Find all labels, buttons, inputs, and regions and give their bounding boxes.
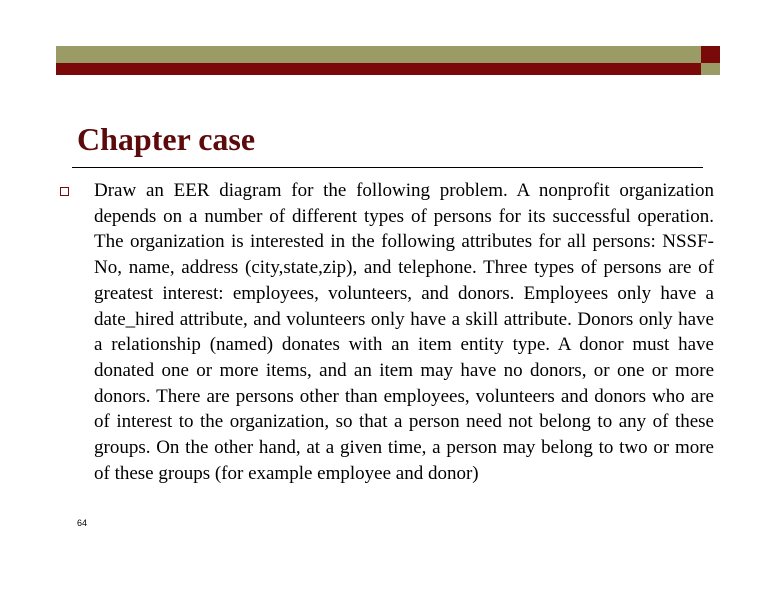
bullet-square-icon <box>60 187 69 196</box>
header-square-maroon <box>701 46 720 63</box>
header-bar-olive <box>56 46 701 63</box>
title-underline <box>72 167 703 168</box>
bullet-text: Draw an EER diagram for the following problem. A nonprofit organization depends on a number of different types of persons for its successful operation. The organization is interested in the following attributes for all persons: NSSF-No, name, address (city,state,zip), and telephone. Three types of persons are of greatest interest: employees, volunteers, and donors. Employees only have a date_hired attribute, and volunteers only have a skill attribute. Donors only have a relationship (named) donates with an item entity type. A donor must have donated one or more items, and an item may have no donors, or one or more donors. There are persons other than employees, volunteers and donors who are of interest to the organization, so that a person need not belong to any of these groups. On the other hand, at a given time, a person may belong to two or more of these groups (for example employee and donor) <box>94 180 714 484</box>
page-number: 64 <box>77 518 88 528</box>
slide-title: Chapter case <box>77 121 256 157</box>
header-square-olive <box>701 63 720 75</box>
header-bar-maroon <box>56 63 701 75</box>
